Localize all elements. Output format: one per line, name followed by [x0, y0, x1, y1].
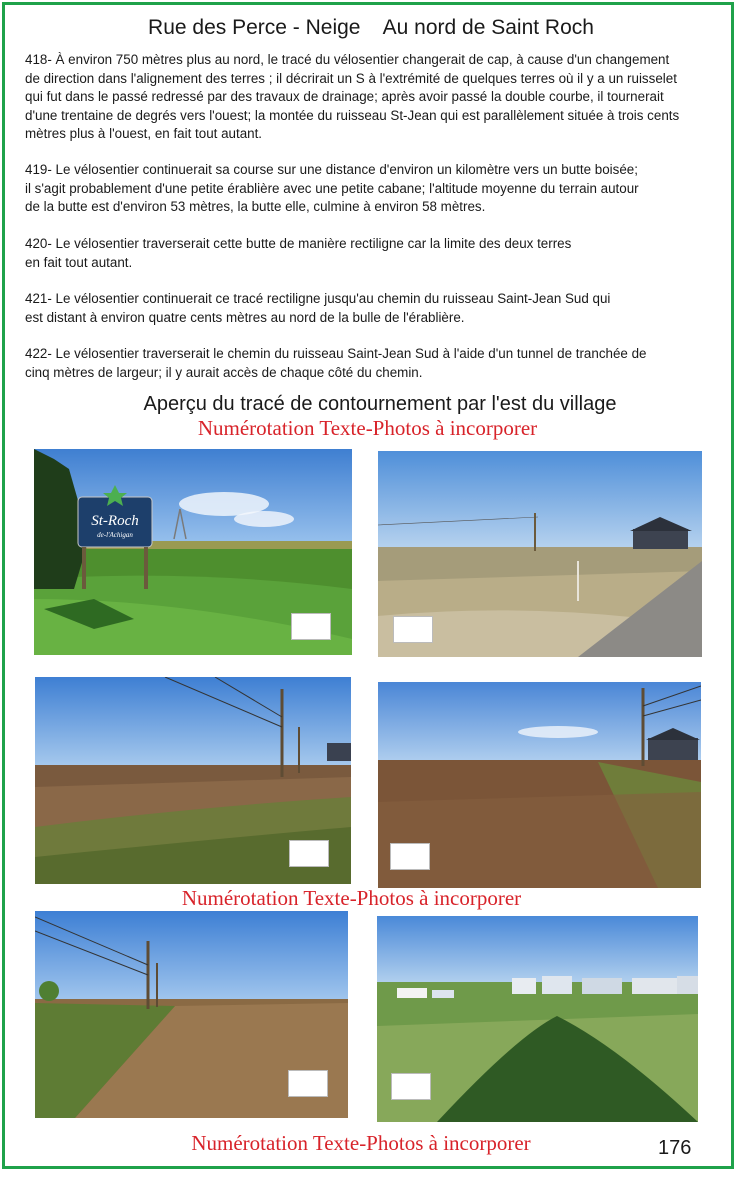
paragraph-422 — [25, 345, 737, 382]
paragraph-420 — [25, 235, 737, 272]
paragraph-line: 421- Le vélosentier continuerait ce tracé rectiligne jusqu'au chemin du ruisseau Saint-Jean Sud qui — [25, 291, 611, 306]
paragraph-line: de direction dans l'alignement des terres ; il décrirait un S à l'extrémité de quelques terres où il y a un ruisselet — [25, 70, 677, 86]
caption-top: Numérotation Texte-Photos à incorporer — [197, 416, 538, 440]
photo-number-box — [393, 616, 433, 643]
paragraph-line: de la butte est d'environ 53 mètres, la butte elle, culmine à environ 58 mètres. — [25, 199, 486, 215]
caption-bottom: Numérotation Texte-Photos à incorporer — [191, 1131, 531, 1155]
paragraph-line: 418- À environ 750 mètres plus au nord, le tracé du vélosentier changerait de cap, à cause d'un changement — [25, 52, 670, 67]
sign-subtext: de-l'Achigan — [97, 531, 133, 539]
paragraph-line: cinq mètres de largeur; il y aurait accès de chaque côté du chemin. — [25, 364, 423, 380]
paragraph-419 — [25, 161, 737, 217]
sign-text: St-Roch — [91, 513, 139, 529]
photo-number-box — [289, 840, 329, 867]
paragraph-line: il s'agit probablement d'une petite érablière avec une petite cabane; l'altitude moyenne du terrain autour — [25, 180, 639, 196]
page-title: Rue des Perce - Neige Au nord de Saint Roch — [148, 16, 594, 39]
page-number: 176 — [658, 1137, 692, 1159]
caption-middle: Numérotation Texte-Photos à incorporer — [181, 886, 522, 910]
section-title: Aperçu du tracé de contournement par l'est du village — [143, 393, 617, 415]
paragraph-line: qui fut dans le passé redressé par des travaux de drainage; après avoir passé la double courbe, il tournerait — [25, 89, 664, 105]
photo-number-box — [288, 1070, 328, 1097]
photo-number-box — [390, 843, 430, 870]
photo-number-box — [291, 613, 331, 640]
paragraph-line: est distant à environ quatre cents mètres au nord de la bulle de l'érablière. — [25, 309, 465, 325]
paragraph-line: 419- Le vélosentier continuerait sa course sur une distance d'environ un kilomètre vers un butte boisée; — [25, 162, 638, 177]
paragraph-line: d'une trentaine de degrés vers l'ouest; la montée du ruisseau St-Jean qui est parallèlement située à trois cents — [25, 107, 680, 123]
paragraph-418 — [25, 51, 737, 144]
paragraph-421 — [25, 290, 737, 327]
photo-number-box — [391, 1073, 431, 1100]
paragraph-line: 420- Le vélosentier traverserait cette butte de manière rectiligne car la limite des deux terres — [25, 236, 572, 251]
paragraph-line: 422- Le vélosentier traverserait le chemin du ruisseau Saint-Jean Sud à l'aide d'un tunnel de tranchée de — [25, 346, 647, 361]
paragraph-line: en fait tout autant. — [25, 254, 133, 270]
paragraph-line: mètres plus à l'ouest, en fait tout autant. — [25, 126, 263, 142]
